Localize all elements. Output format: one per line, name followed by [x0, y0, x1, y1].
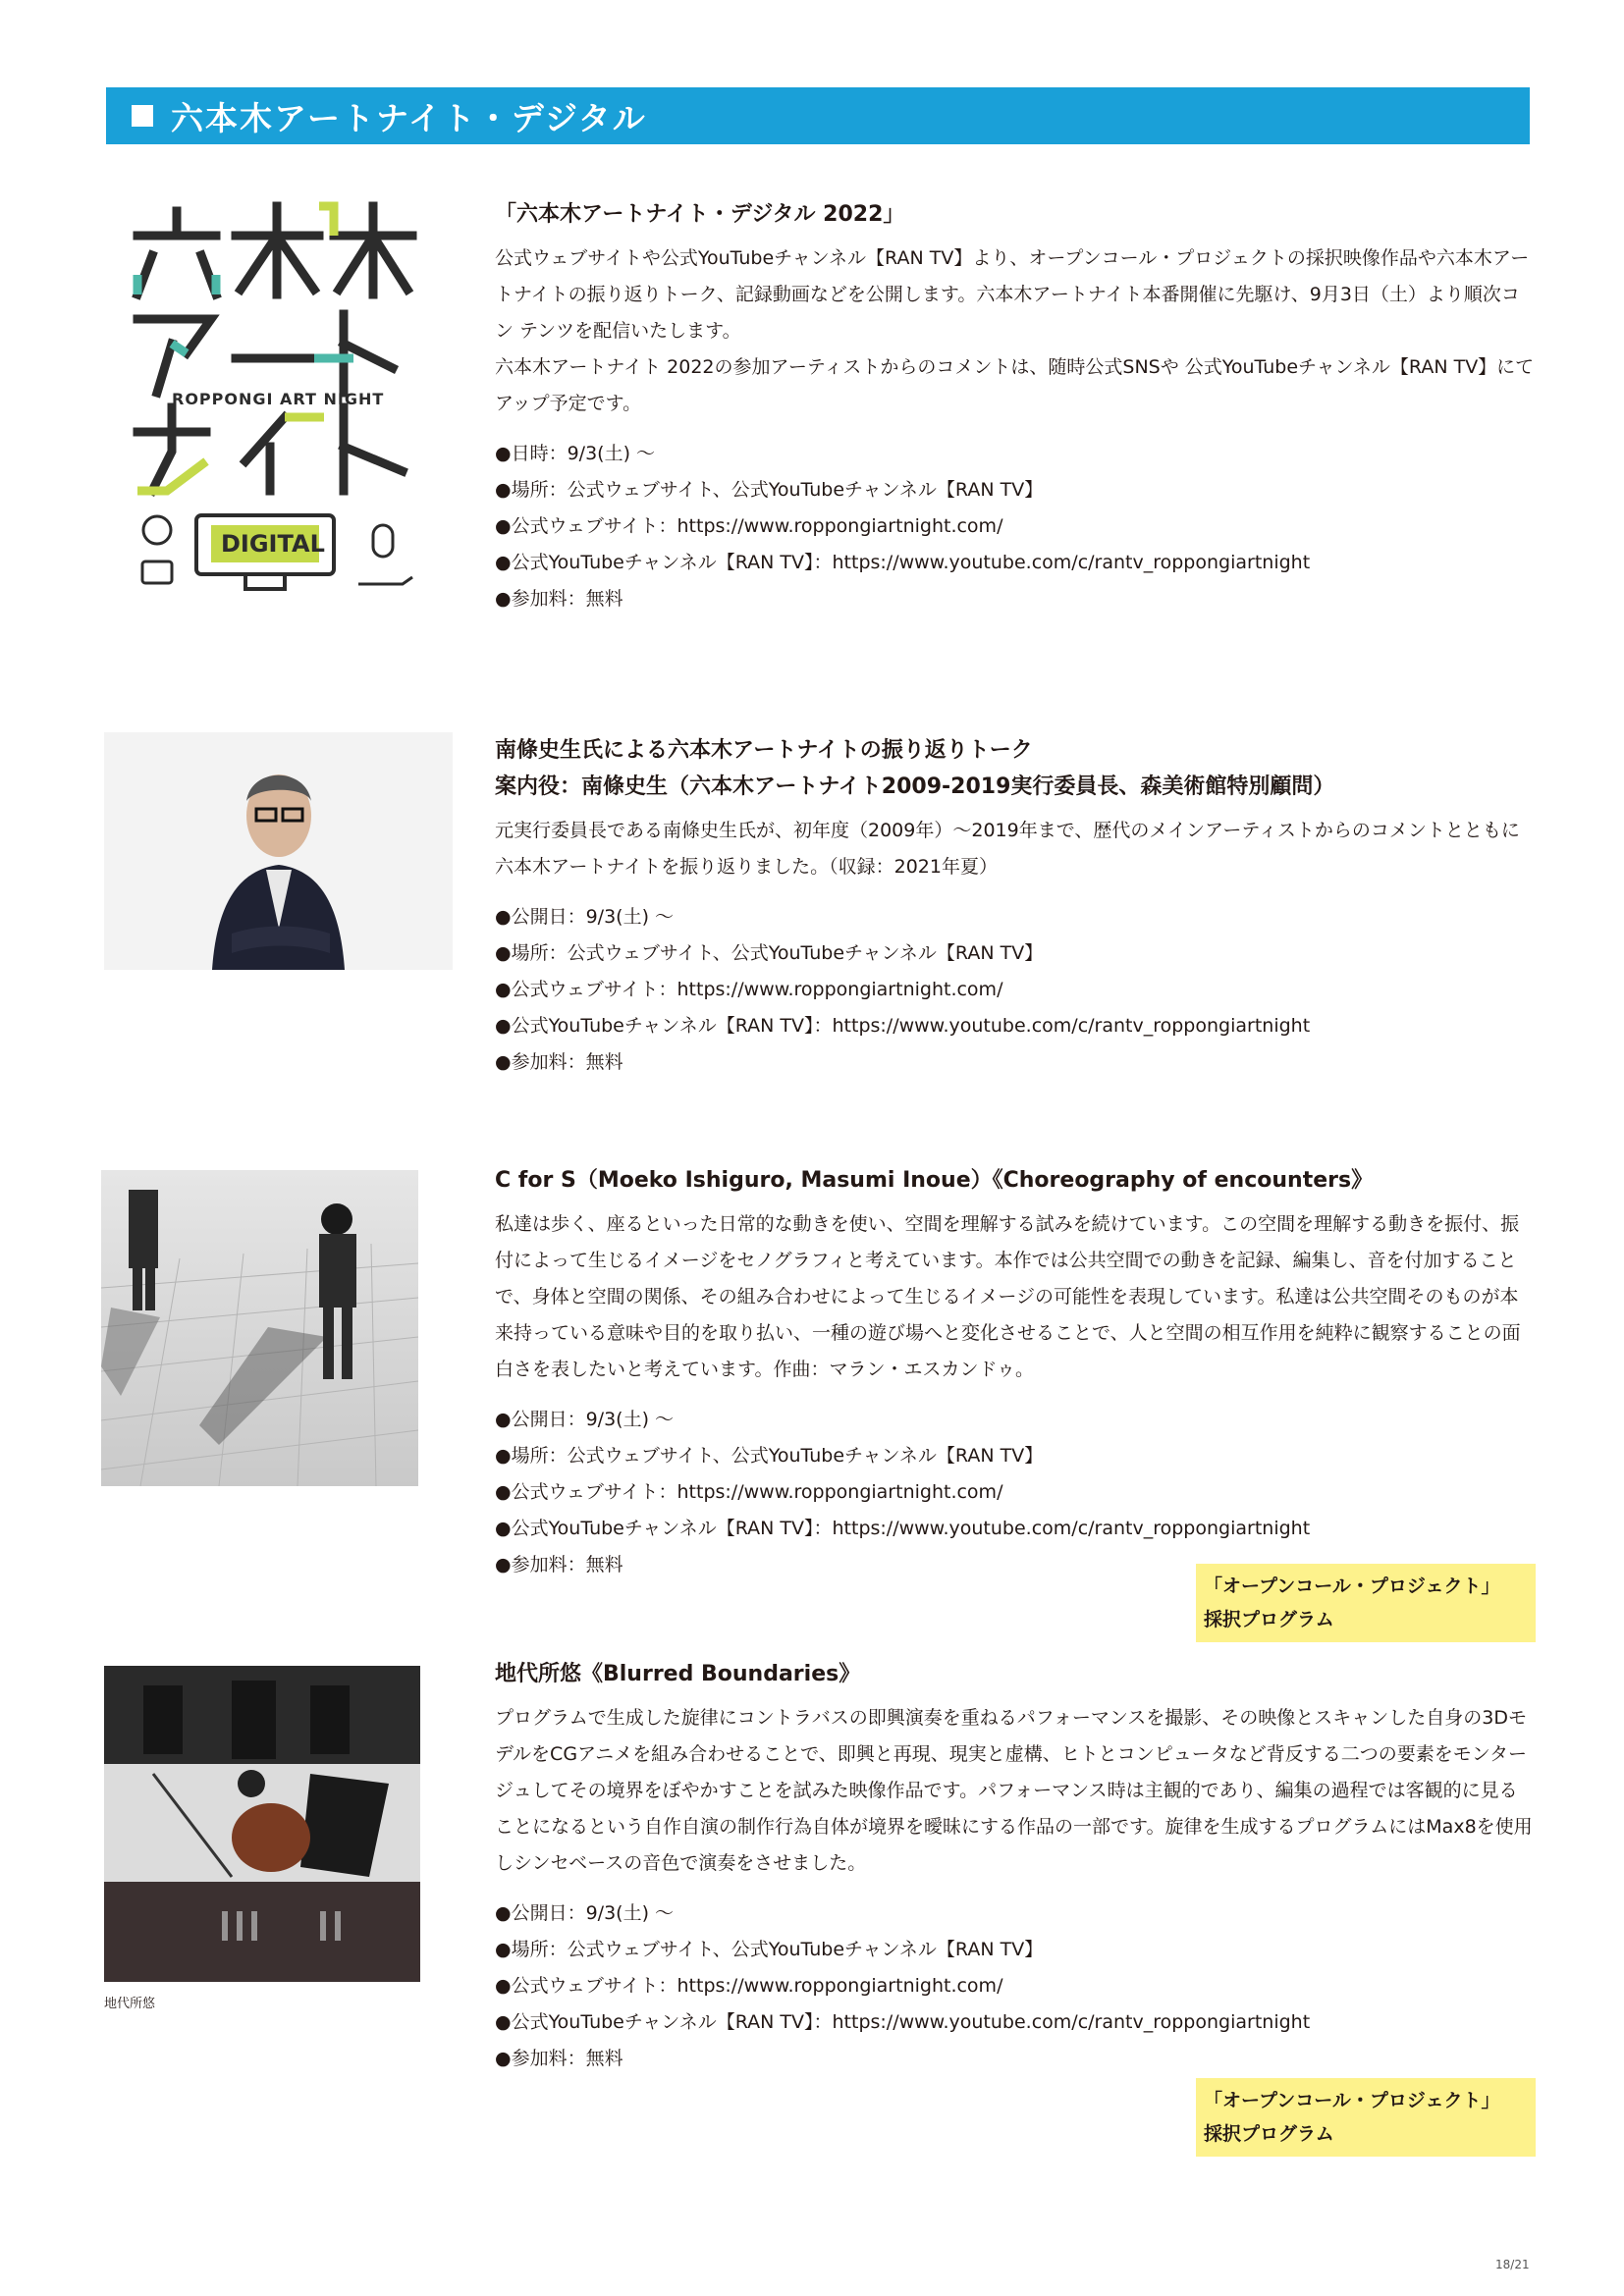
open-call-badge: [1196, 2078, 1536, 2157]
detail-date: ● 公開日：9/3(土) 〜: [495, 1896, 1536, 1932]
detail-youtube[interactable]: ● 公式YouTubeチャンネル【RAN TV】：https://www.youtube.com/c/rantv_roppongiartnight: [495, 1511, 1536, 1547]
section-content: [495, 1162, 1536, 1583]
detail-website[interactable]: ● 公式ウェブサイト：https://www.roppongiartnight.com/: [495, 1474, 1536, 1511]
section-description: プログラムで生成した旋律にコントラバスの即興演奏を重ねるパフォーマンスを撮影、その映像とスキャンした自身の3DモデルをCGアニメを組み合わせることで、即興と再現、現実と虚構、ヒトとコンピュータなど背反する二つの要素をモンタージュしてその境界をぼやかすことを試みた映像作品です。パフォーマンス時は主観的であり、編集の過程では客観的に見ることになるという自作自演の制作行為自体が境界を曖昧にする作品の一部です。旋律を生成するプログラムにはMax8を使用しシンセベースの音色で演奏をさせました。: [495, 1707, 1533, 1874]
detail-fee: ● 参加料：無料: [495, 1044, 1536, 1081]
header-title: 六本木アートナイト・デジタル: [171, 98, 647, 137]
badge-line-2: 採択プログラム: [1204, 1609, 1334, 1630]
badge-line-1: 「オープンコール・プロジェクト」: [1204, 2090, 1500, 2111]
detail-place: ● 場所：公式ウェブサイト、公式YouTubeチャンネル【RAN TV】: [495, 1438, 1536, 1474]
section-title: 「六本木アートナイト・デジタル 2022」: [495, 202, 905, 227]
svg-text:DIGITAL: DIGITAL: [221, 530, 325, 558]
detail-fee: ● 参加料：無料: [495, 2041, 1536, 2077]
cfors-photo: [101, 1170, 418, 1486]
detail-date: ● 日時：9/3(土) 〜: [495, 436, 1536, 472]
section-title: 地代所悠《Blurred Boundaries》: [495, 1662, 861, 1686]
detail-fee: ● 参加料：無料: [495, 581, 1536, 617]
open-call-badge: [1196, 1564, 1536, 1642]
badge-line-2: 採択プログラム: [1204, 2123, 1334, 2145]
detail-website[interactable]: ● 公式ウェブサイト：https://www.roppongiartnight.com/: [495, 508, 1536, 545]
detail-date: ● 公開日：9/3(土) 〜: [495, 899, 1536, 935]
section-description-2: 六本木アートナイト 2022の参加アーティストからのコメントは、随時公式SNSや 公式YouTubeチャンネル【RAN TV】にてアップ予定です。: [495, 356, 1535, 414]
detail-place: ● 場所：公式ウェブサイト、公式YouTubeチャンネル【RAN TV】: [495, 1932, 1536, 1968]
photo-caption: 地代所悠: [104, 1997, 156, 2011]
badge-line-1: 「オープンコール・プロジェクト」: [1204, 1575, 1500, 1597]
section-title: C for S（Moeko Ishiguro, Masumi Inoue）《Choreography of encounters》: [495, 1168, 1374, 1193]
detail-list: [495, 1896, 1536, 2077]
detail-website[interactable]: ● 公式ウェブサイト：https://www.roppongiartnight.com/: [495, 972, 1536, 1008]
section-title: 南條史生氏による六本木アートナイトの振り返りトーク: [495, 738, 1033, 763]
ran-digital-logo: [128, 196, 422, 599]
detail-list: [495, 1402, 1536, 1583]
detail-youtube[interactable]: ● 公式YouTubeチャンネル【RAN TV】：https://www.youtube.com/c/rantv_roppongiartnight: [495, 2004, 1536, 2041]
section-content: [495, 1656, 1536, 2077]
detail-place: ● 場所：公式ウェブサイト、公式YouTubeチャンネル【RAN TV】: [495, 472, 1536, 508]
detail-fee: ● 参加料：無料: [495, 1547, 1536, 1583]
blurred-boundaries-photo: [104, 1666, 420, 1982]
detail-youtube[interactable]: ● 公式YouTubeチャンネル【RAN TV】：https://www.youtube.com/c/rantv_roppongiartnight: [495, 545, 1536, 581]
detail-website[interactable]: ● 公式ウェブサイト：https://www.roppongiartnight.com/: [495, 1968, 1536, 2004]
section-description: 公式ウェブサイトや公式YouTubeチャンネル【RAN TV】より、オープンコール・プロジェクトの採択映像作品や六本木アートナイトの振り返りトーク、記録動画などを公開します。六本木アートナイト本番開催に先駆け、9月3日（土）より順次コン テンツを配信いたします。: [495, 247, 1530, 342]
detail-place: ● 場所：公式ウェブサイト、公式YouTubeチャンネル【RAN TV】: [495, 935, 1536, 972]
section-content: [495, 732, 1536, 1081]
page-number: 18/21: [1495, 2258, 1530, 2271]
section-description: 私達は歩く、座るといった日常的な動きを使い、空間を理解する試みを続けています。この空間を理解する動きを振付、振付によって生じるイメージをセノグラフィと考えています。本作では公共空間での動きを記録、編集し、音を付加することで、身体と空間の関係、その組み合わせによって生じるイメージの可能性を表現しています。私達は公共空間そのものが本来持っている意味や目的を取り払い、一種の遊び場へと変化させることで、人と空間の相互作用を純粋に観察することの面白さを表したいと考えています。作曲：マラン・エスカンドゥ。: [495, 1213, 1521, 1380]
detail-date: ● 公開日：9/3(土) 〜: [495, 1402, 1536, 1438]
nanjo-photo: [104, 732, 453, 970]
section-content: [495, 196, 1536, 617]
section-description: 元実行委員長である南條史生氏が、初年度（2009年）〜2019年まで、歴代のメインアーティストからのコメントとともに六本木アートナイトを振り返りました。（収録：2021年夏）: [495, 820, 1520, 878]
detail-youtube[interactable]: ● 公式YouTubeチャンネル【RAN TV】：https://www.youtube.com/c/rantv_roppongiartnight: [495, 1008, 1536, 1044]
section-header: [106, 87, 1530, 144]
svg-text:ROPPONGI ART NIGHT: ROPPONGI ART NIGHT: [172, 390, 385, 408]
section-subtitle: 案内役：南條史生（六本木アートナイト2009-2019実行委員長、森美術館特別顧問）: [495, 774, 1335, 799]
detail-list: [495, 436, 1536, 617]
detail-list: [495, 899, 1536, 1081]
square-icon: [132, 105, 153, 127]
